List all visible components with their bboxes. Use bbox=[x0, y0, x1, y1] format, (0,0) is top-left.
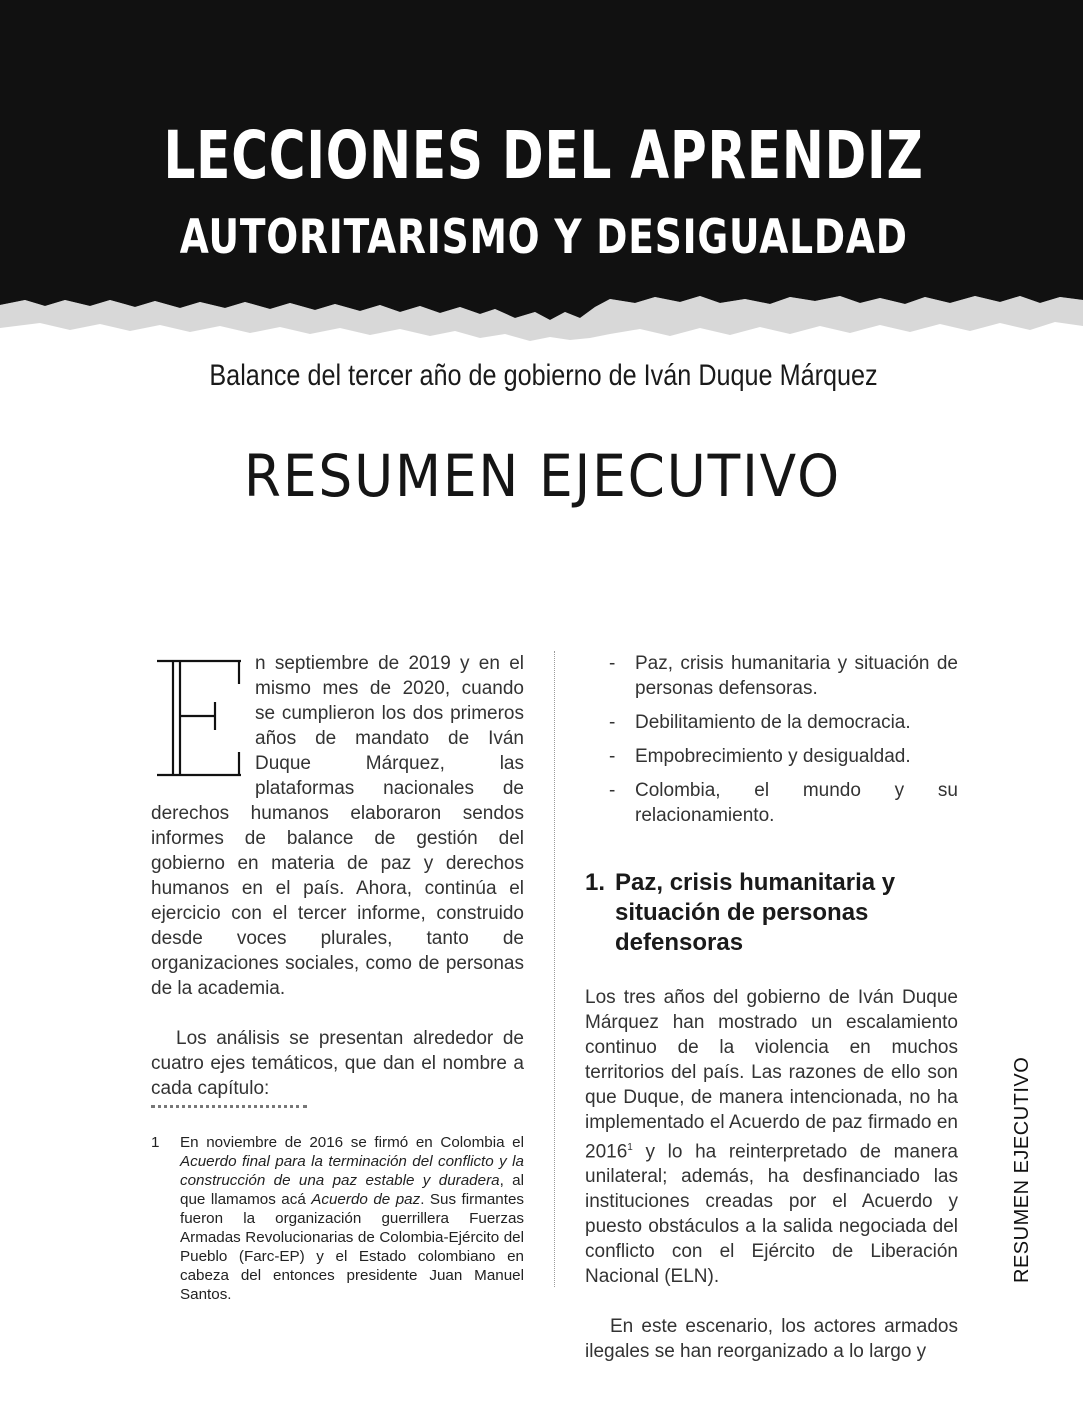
list-dash: - bbox=[609, 653, 616, 674]
footnote bbox=[151, 1133, 524, 1304]
list-dash: - bbox=[609, 780, 616, 801]
side-section-label: RESUMEN EJECUTIVO bbox=[1011, 1056, 1033, 1283]
chapter-paragraph: En este escenario, los actores armados ilegales se han reorganizado a lo largo y bbox=[585, 1316, 958, 1363]
chapter-paragraph-text: y lo ha reinterpretado de manera unilateral; además, ha desfinanciado las instituciones creadas por el Acuerdo y puesto obstáculos a la salida negociada del conflicto con el Ejército de Liberación Nacional (ELN). bbox=[585, 1141, 958, 1288]
list-item-text: Empobrecimiento y desigualdad. bbox=[635, 746, 911, 767]
footnote-text-part: . Sus firmantes fueron la organización guerrillera Fuerzas Armadas Revolucionarias de Colombia-Ejército del Pueblo (Farc-EP) y el Estado colombiano en cabeza del entonces presidente Juan Manuel Santos. bbox=[180, 1191, 524, 1303]
footnote-text-part: , al que llamamos acá bbox=[180, 1172, 524, 1208]
list-item-text: Paz, crisis humanitaria y situación de personas defensoras. bbox=[635, 653, 958, 699]
chapter-heading-text: Paz, crisis humanitaria y situación de personas defensoras bbox=[615, 869, 896, 956]
list-dash: - bbox=[609, 746, 616, 767]
right-column bbox=[585, 651, 958, 1364]
left-column bbox=[151, 651, 524, 1101]
report-subtitle: AUTORITARISMO Y DESIGUALDAD bbox=[179, 210, 908, 265]
column-divider bbox=[554, 651, 555, 1287]
footnote-text bbox=[180, 1133, 524, 1304]
chapter-paragraph-text: Los tres años del gobierno de Iván Duque Márquez han mostrado un escalamiento continuo de la violencia en muchos territorios del país. Las razones de ello son que Duque, de manera intencionada, no ha implementado el Acuerdo de paz firmado en 2016 bbox=[585, 987, 958, 1163]
report-title: LECCIONES DEL APRENDIZ bbox=[163, 117, 924, 194]
footnote-separator bbox=[151, 1105, 307, 1108]
list-item bbox=[585, 710, 958, 735]
chapter-heading bbox=[585, 868, 958, 958]
chapter-body bbox=[585, 985, 958, 1364]
list-item bbox=[585, 744, 958, 769]
section-title: RESUMEN EJECUTIVO bbox=[243, 442, 841, 510]
footnote-italic-term: Acuerdo de paz bbox=[311, 1191, 421, 1208]
footnote-number: 1 bbox=[151, 1134, 160, 1151]
drop-cap bbox=[153, 658, 245, 778]
footnote-text-part: En noviembre de 2016 se firmó en Colombia el bbox=[180, 1134, 524, 1151]
list-item-text: Colombia, el mundo y su relacionamiento. bbox=[635, 780, 958, 826]
footnote-italic-title: Acuerdo final para la terminación del conflicto y la construcción de una paz estable y duradera bbox=[180, 1153, 524, 1189]
page-subtitle: Balance del tercer año de gobierno de Iván Duque Márquez bbox=[209, 359, 878, 392]
axes-intro-paragraph: Los análisis se presentan alrededor de cuatro ejes temáticos, que dan el nombre a cada capítulo: bbox=[151, 1028, 524, 1099]
header-band bbox=[0, 0, 1083, 345]
footnote-reference[interactable]: 1 bbox=[627, 1142, 633, 1153]
thematic-axes-list bbox=[585, 651, 958, 828]
chapter-number: 1. bbox=[585, 869, 606, 896]
list-item bbox=[585, 651, 958, 701]
list-item bbox=[585, 778, 958, 828]
chapter-paragraph bbox=[585, 985, 958, 1289]
intro-paragraph: n septiembre de 2019 y en el mismo mes de 2020, cuando se cumplieron los dos primeros años de mandato de Iván Duque Márquez, las plataformas nacionales de derechos humanos elaboraron sendos informes de balance de gestión del gobierno en materia de paz y derechos humanos en el país. Ahora, continúa el ejercicio con el tercer informe, construido desde voces plurales, tanto de organizaciones sociales, como de personas de la academia. bbox=[151, 653, 524, 999]
list-item-text: Debilitamiento de la democracia. bbox=[635, 712, 911, 733]
list-dash: - bbox=[609, 712, 616, 733]
